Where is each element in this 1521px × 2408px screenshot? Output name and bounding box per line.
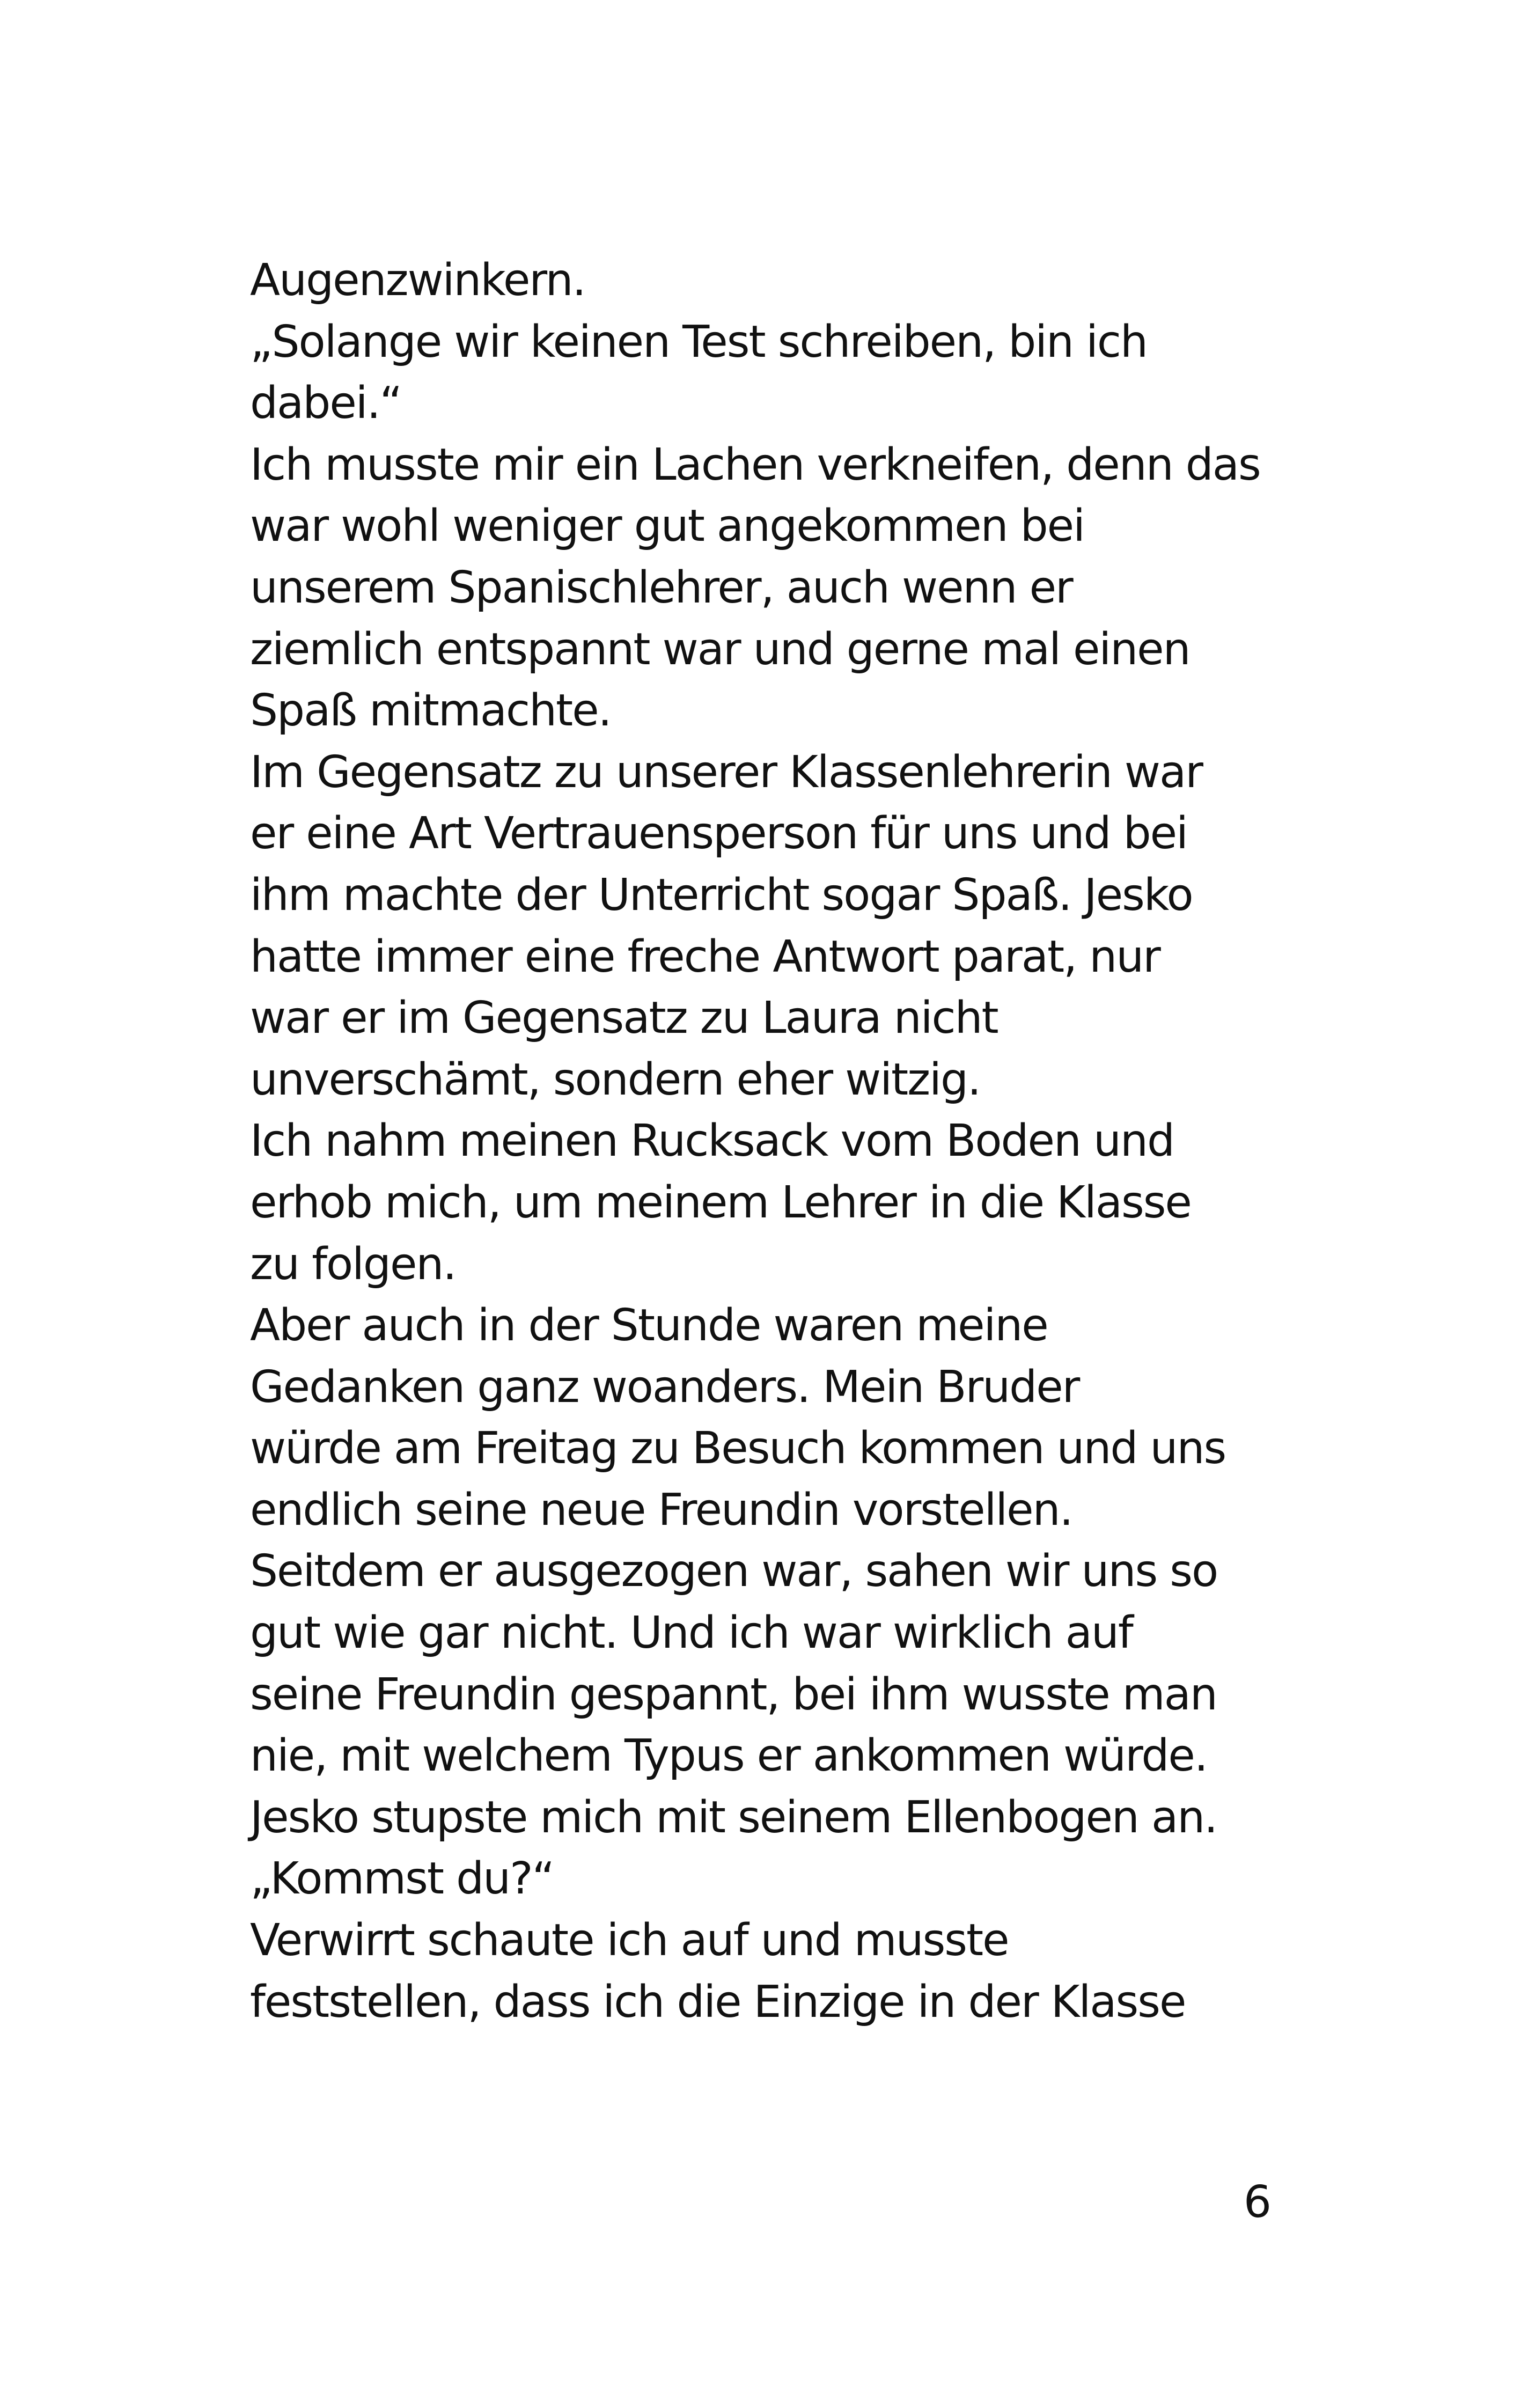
text-line: seine Freundin gespannt, bei ihm wusste man bbox=[250, 1669, 1217, 1720]
text-line: feststellen, dass ich die Einzige in der Klasse bbox=[250, 1976, 1186, 2028]
text-line: Ich musste mir ein Lachen verkneifen, denn das bbox=[250, 439, 1260, 490]
text-line: Augenzwinkern. bbox=[250, 255, 585, 306]
text-line: ziemlich entspannt war und gerne mal einen bbox=[250, 623, 1190, 675]
text-line: endlich seine neue Freundin vorstellen. bbox=[250, 1484, 1072, 1536]
text-line: dabei.“ bbox=[250, 378, 402, 429]
text-line: er eine Art Vertrauensperson für uns und bei bbox=[250, 808, 1187, 860]
text-line: Verwirrt schaute ich auf und musste bbox=[250, 1915, 1009, 1966]
text-line: Seitdem er ausgezogen war, sahen wir uns so bbox=[250, 1546, 1218, 1597]
text-line: würde am Freitag zu Besuch kommen und uns bbox=[250, 1423, 1226, 1474]
text-line: Spaß mitmachte. bbox=[250, 685, 611, 737]
text-line: Jesko stupste mich mit seinem Ellenbogen an. bbox=[250, 1792, 1217, 1843]
text-line: Ich nahm meinen Rucksack vom Boden und bbox=[250, 1115, 1174, 1167]
text-line: hatte immer eine freche Antwort parat, nur bbox=[250, 931, 1160, 982]
text-line: unverschämt, sondern eher witzig. bbox=[250, 1054, 981, 1105]
text-line: zu folgen. bbox=[250, 1238, 456, 1290]
text-line: unserem Spanischlehrer, auch wenn er bbox=[250, 562, 1072, 613]
text-line: ihm machte der Unterricht sogar Spaß. Jesko bbox=[250, 869, 1193, 921]
text-line: „Kommst du?“ bbox=[250, 1853, 554, 1905]
text-line: „Solange wir keinen Test schreiben, bin ich bbox=[250, 316, 1147, 368]
text-line: nie, mit welchem Typus er ankommen würde. bbox=[250, 1730, 1207, 1782]
body-text bbox=[250, 250, 1323, 2033]
text-line: war wohl weniger gut angekommen bei bbox=[250, 501, 1084, 552]
page-number: 6 bbox=[1243, 2177, 1272, 2228]
text-line: erhob mich, um meinem Lehrer in die Klasse bbox=[250, 1177, 1191, 1228]
text-line: gut wie gar nicht. Und ich war wirklich auf bbox=[250, 1607, 1133, 1659]
text-line: Aber auch in der Stunde waren meine bbox=[250, 1300, 1048, 1352]
text-line: Gedanken ganz woanders. Mein Bruder bbox=[250, 1361, 1079, 1413]
text-line: war er im Gegensatz zu Laura nicht bbox=[250, 993, 998, 1044]
text-line: Im Gegensatz zu unserer Klassenlehrerin war bbox=[250, 746, 1202, 798]
